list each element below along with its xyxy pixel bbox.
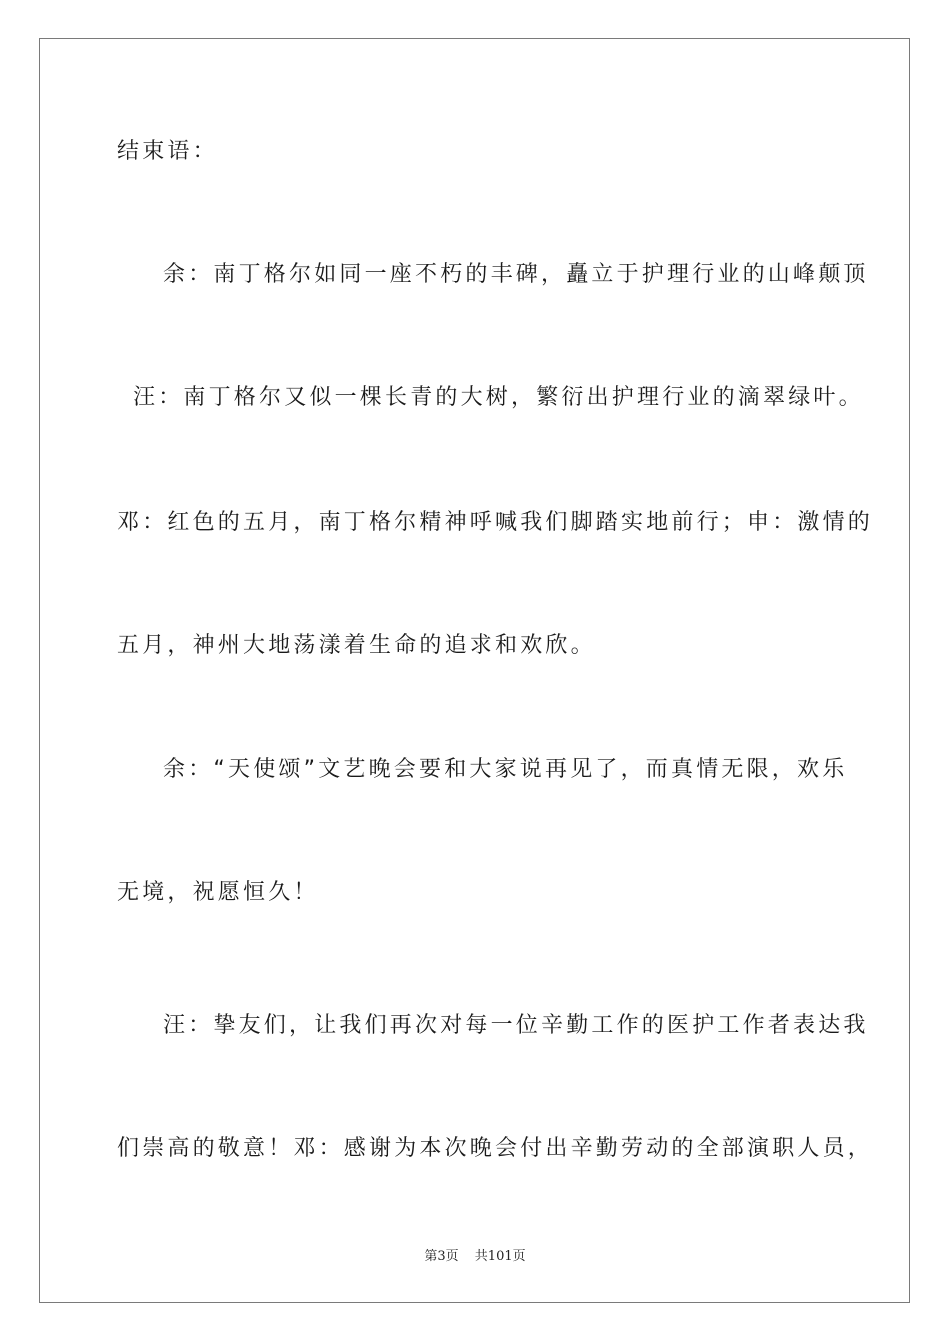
page-total: 共101页 xyxy=(474,1249,526,1264)
paragraph-line: 五月，神州大地荡漾着生命的追求和欢欣。 xyxy=(117,633,596,658)
page-number: 第3页 xyxy=(424,1249,459,1264)
page-frame xyxy=(39,38,910,1303)
paragraph-line: 汪：挚友们，让我们再次对每一位辛勤工作的医护工作者表达我 xyxy=(163,1013,869,1038)
page-footer xyxy=(0,1245,950,1264)
paragraph-line: 余：“天使颂”文艺晚会要和大家说再见了，而真情无限，欢乐 xyxy=(163,757,848,782)
paragraph-line: 余：南丁格尔如同一座不朽的丰碑，矗立于护理行业的山峰颠顶 xyxy=(163,262,869,287)
paragraph-line: 无境，祝愿恒久！ xyxy=(117,880,319,905)
paragraph-line: 汪：南丁格尔又似一棵长青的大树，繁衍出护理行业的滴翠绿叶。 xyxy=(133,385,864,410)
paragraph-line: 邓：红色的五月，南丁格尔精神呼喊我们脚踏实地前行；申：激情的 xyxy=(117,510,874,535)
paragraph-line: 们崇高的敬意！邓：感谢为本次晚会付出辛勤劳动的全部演职人员， xyxy=(117,1136,874,1161)
closing-heading: 结束语： xyxy=(117,139,218,164)
